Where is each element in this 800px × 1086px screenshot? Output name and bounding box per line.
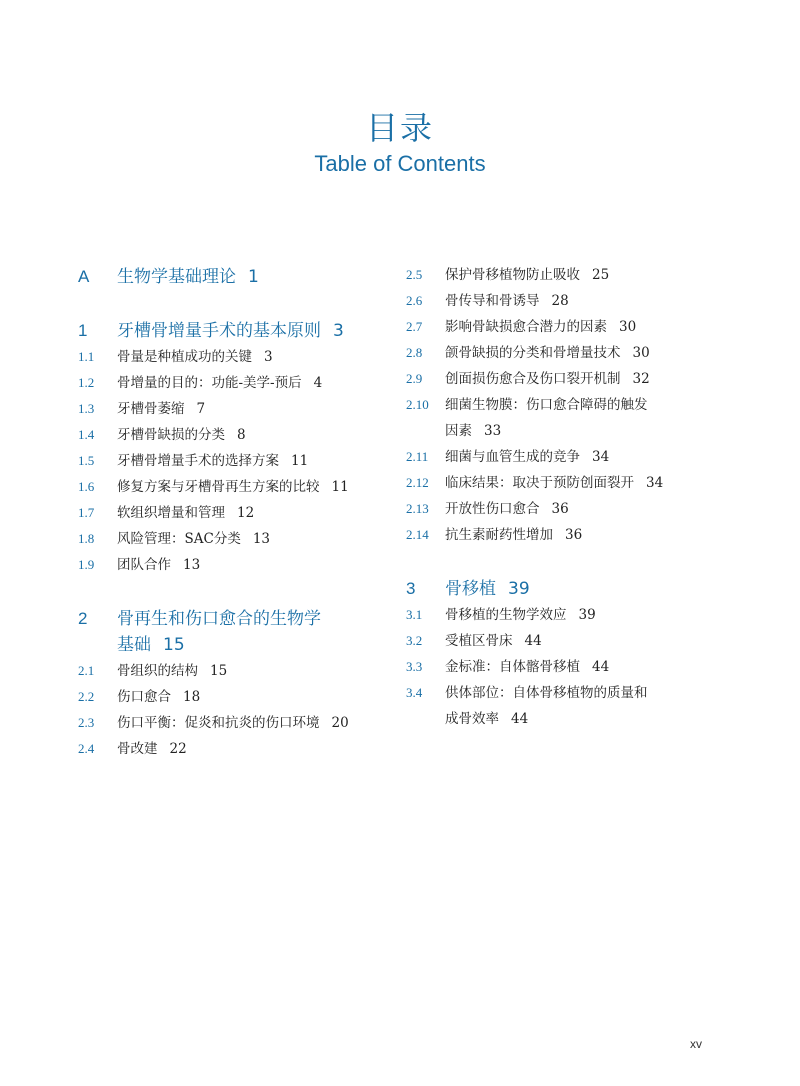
entry-title: 抗生素耐药性增加 [445, 527, 553, 543]
entry-page: 30 [619, 319, 637, 335]
entry-title-line1: 供体部位：自体骨移植物的质量和 [445, 685, 648, 701]
entry-number: 3.3 [406, 659, 423, 674]
toc-right-column [406, 262, 746, 732]
toc-entry-1-7[interactable] [78, 500, 418, 526]
toc-entry-1-8[interactable] [78, 526, 418, 552]
entry-title: 金标准：自体髂骨移植 [445, 659, 580, 675]
entry-page: 44 [524, 633, 542, 649]
entry-number: 2.7 [406, 319, 423, 334]
entry-number: 1.2 [78, 375, 95, 390]
entry-page: 25 [592, 267, 610, 283]
toc-chapter-3[interactable] [406, 574, 746, 602]
entry-page: 11 [331, 479, 349, 495]
entry-number: 3.4 [406, 685, 423, 700]
page-title-english: Table of Contents [314, 151, 486, 176]
entry-number: 2.10 [406, 397, 429, 412]
entry-title: 骨移植的生物学效应 [445, 607, 567, 623]
entry-page: 39 [578, 607, 596, 623]
toc-part-a[interactable] [78, 262, 418, 290]
entry-title: 开放性伤口愈合 [445, 501, 540, 517]
entry-number: 2.4 [78, 741, 95, 756]
entry-page: 13 [183, 557, 201, 573]
entry-number: 2.1 [78, 663, 95, 678]
entry-page: 13 [252, 531, 271, 547]
chapter-title: 牙槽骨增量手术的基本原则 [117, 321, 321, 341]
entry-title-line2: 成骨效率 [445, 711, 499, 727]
toc-entry-2-14[interactable] [406, 522, 746, 548]
toc-entry-2-9[interactable] [406, 366, 746, 392]
chapter-2-items-right [406, 262, 746, 548]
entry-title: 牙槽骨缺损的分类 [117, 427, 225, 443]
entry-number: 1.4 [78, 427, 95, 442]
entry-number: 2.8 [406, 345, 423, 360]
toc-entry-1-2[interactable] [78, 370, 418, 396]
entry-title: 伤口愈合 [117, 689, 171, 705]
page-number: xv [690, 1037, 702, 1051]
chapter-number: 3 [406, 579, 416, 598]
entry-number: 2.9 [406, 371, 423, 386]
entry-title: 骨改建 [117, 741, 158, 757]
chapter-title: 骨移植 [445, 579, 496, 599]
toc-entry-2-5[interactable] [406, 262, 746, 288]
entry-number: 3.1 [406, 607, 423, 622]
entry-page: 30 [632, 345, 650, 361]
chapter-page: 39 [508, 579, 530, 599]
entry-page: 11 [291, 453, 309, 469]
toc-entry-2-7[interactable] [406, 314, 746, 340]
entry-title: 团队合作 [117, 557, 171, 573]
entry-number: 1.8 [78, 531, 95, 546]
entry-page: 33 [484, 423, 502, 439]
toc-entry-3-1[interactable] [406, 602, 746, 628]
toc-left-column [78, 262, 418, 762]
toc-entry-2-2[interactable] [78, 684, 418, 710]
toc-entry-1-6[interactable] [78, 474, 418, 500]
entry-number: 1.6 [78, 479, 95, 494]
entry-title: 临床结果：取决于预防创面裂开 [445, 475, 634, 491]
chapter-title-line1: 骨再生和伤口愈合的生物学 [117, 609, 321, 629]
entry-page: 8 [237, 427, 246, 443]
toc-chapter-1[interactable] [78, 316, 418, 344]
entry-page: 18 [183, 689, 201, 705]
entry-number: 1.5 [78, 453, 95, 468]
entry-title: 修复方案与牙槽骨再生方案的比较 [117, 479, 320, 495]
entry-number: 1.1 [78, 349, 95, 364]
entry-number: 2.6 [406, 293, 423, 308]
toc-entry-2-10[interactable] [406, 392, 746, 444]
entry-title: 保护骨移植物防止吸收 [445, 267, 580, 283]
toc-entry-2-3[interactable] [78, 710, 418, 736]
entry-title: 风险管理：SAC分类 [117, 531, 241, 547]
entry-title: 伤口平衡：促炎和抗炎的伤口环境 [117, 715, 320, 731]
entry-title-line1: 细菌生物膜：伤口愈合障碍的触发 [445, 397, 648, 413]
entry-number: 2.12 [406, 475, 429, 490]
toc-entry-1-9[interactable] [78, 552, 418, 578]
entry-page: 12 [237, 505, 255, 521]
chapter-3-items [406, 602, 746, 732]
entry-title: 受植区骨床 [445, 633, 513, 649]
chapter-page: 3 [333, 321, 344, 341]
chapter-number: 2 [78, 609, 88, 628]
chapter-title-line2: 基础 [117, 635, 151, 655]
toc-entry-2-11[interactable] [406, 444, 746, 470]
part-title: 生物学基础理论 [117, 267, 236, 287]
entry-page: 44 [511, 711, 529, 727]
chapter-page: 15 [163, 635, 185, 655]
entry-title: 软组织增量和管理 [117, 505, 225, 521]
entry-number: 1.9 [78, 557, 95, 572]
entry-number: 2.13 [406, 501, 429, 516]
entry-page: 34 [592, 449, 610, 465]
toc-entry-1-3[interactable] [78, 396, 418, 422]
toc-entry-3-2[interactable] [406, 628, 746, 654]
entry-title: 骨组织的结构 [117, 663, 198, 679]
part-page: 1 [248, 267, 259, 287]
entry-number: 2.14 [406, 527, 429, 542]
toc-entry-2-8[interactable] [406, 340, 746, 366]
entry-page: 15 [210, 663, 228, 679]
chapter-1-items [78, 344, 418, 578]
toc-entry-3-3[interactable] [406, 654, 746, 680]
entry-title: 影响骨缺损愈合潜力的因素 [445, 319, 607, 335]
entry-page: 3 [264, 349, 273, 365]
page-title-chinese: 目录 [365, 109, 434, 147]
entry-page: 32 [632, 371, 650, 387]
chapter-2-items-left [78, 658, 418, 762]
toc-entry-2-1[interactable] [78, 658, 418, 684]
entry-number: 1.7 [78, 505, 95, 520]
entry-page: 22 [169, 741, 187, 757]
entry-page: 4 [313, 375, 323, 391]
toc-entry-2-6[interactable] [406, 288, 746, 314]
entry-number: 2.3 [78, 715, 95, 730]
entry-page: 44 [592, 659, 610, 675]
entry-number: 1.3 [78, 401, 95, 416]
entry-title: 骨增量的目的：功能-美学-预后 [117, 375, 302, 391]
entry-title: 骨传导和骨诱导 [445, 293, 540, 309]
entry-number: 2.2 [78, 689, 95, 704]
entry-page: 20 [331, 715, 349, 731]
entry-title: 颌骨缺损的分类和骨增量技术 [445, 345, 621, 361]
entry-number: 2.11 [406, 449, 429, 464]
entry-title: 细菌与血管生成的竞争 [445, 449, 580, 465]
toc-entry-1-4[interactable] [78, 422, 418, 448]
entry-title: 骨量是种植成功的关键 [117, 349, 252, 365]
entry-number: 2.5 [406, 267, 423, 282]
entry-number: 3.2 [406, 633, 423, 648]
entry-page: 36 [565, 527, 583, 543]
toc-entry-2-4[interactable] [78, 736, 418, 762]
entry-page: 34 [646, 475, 664, 491]
toc-chapter-2[interactable] [78, 604, 418, 658]
toc-entry-2-13[interactable] [406, 496, 746, 522]
chapter-number: 1 [78, 321, 88, 340]
entry-title: 牙槽骨增量手术的选择方案 [117, 453, 279, 469]
entry-page: 36 [551, 501, 569, 517]
entry-page: 28 [551, 293, 569, 309]
entry-title: 牙槽骨萎缩 [117, 401, 185, 417]
part-number: A [78, 267, 90, 286]
entry-title-line2: 因素 [445, 423, 472, 439]
toc-entry-1-1[interactable] [78, 344, 418, 370]
toc-entry-1-5[interactable] [78, 448, 418, 474]
toc-entry-3-4[interactable] [406, 680, 746, 732]
toc-entry-2-12[interactable] [406, 470, 746, 496]
entry-title: 创面损伤愈合及伤口裂开机制 [445, 371, 621, 387]
entry-page: 7 [196, 401, 206, 417]
